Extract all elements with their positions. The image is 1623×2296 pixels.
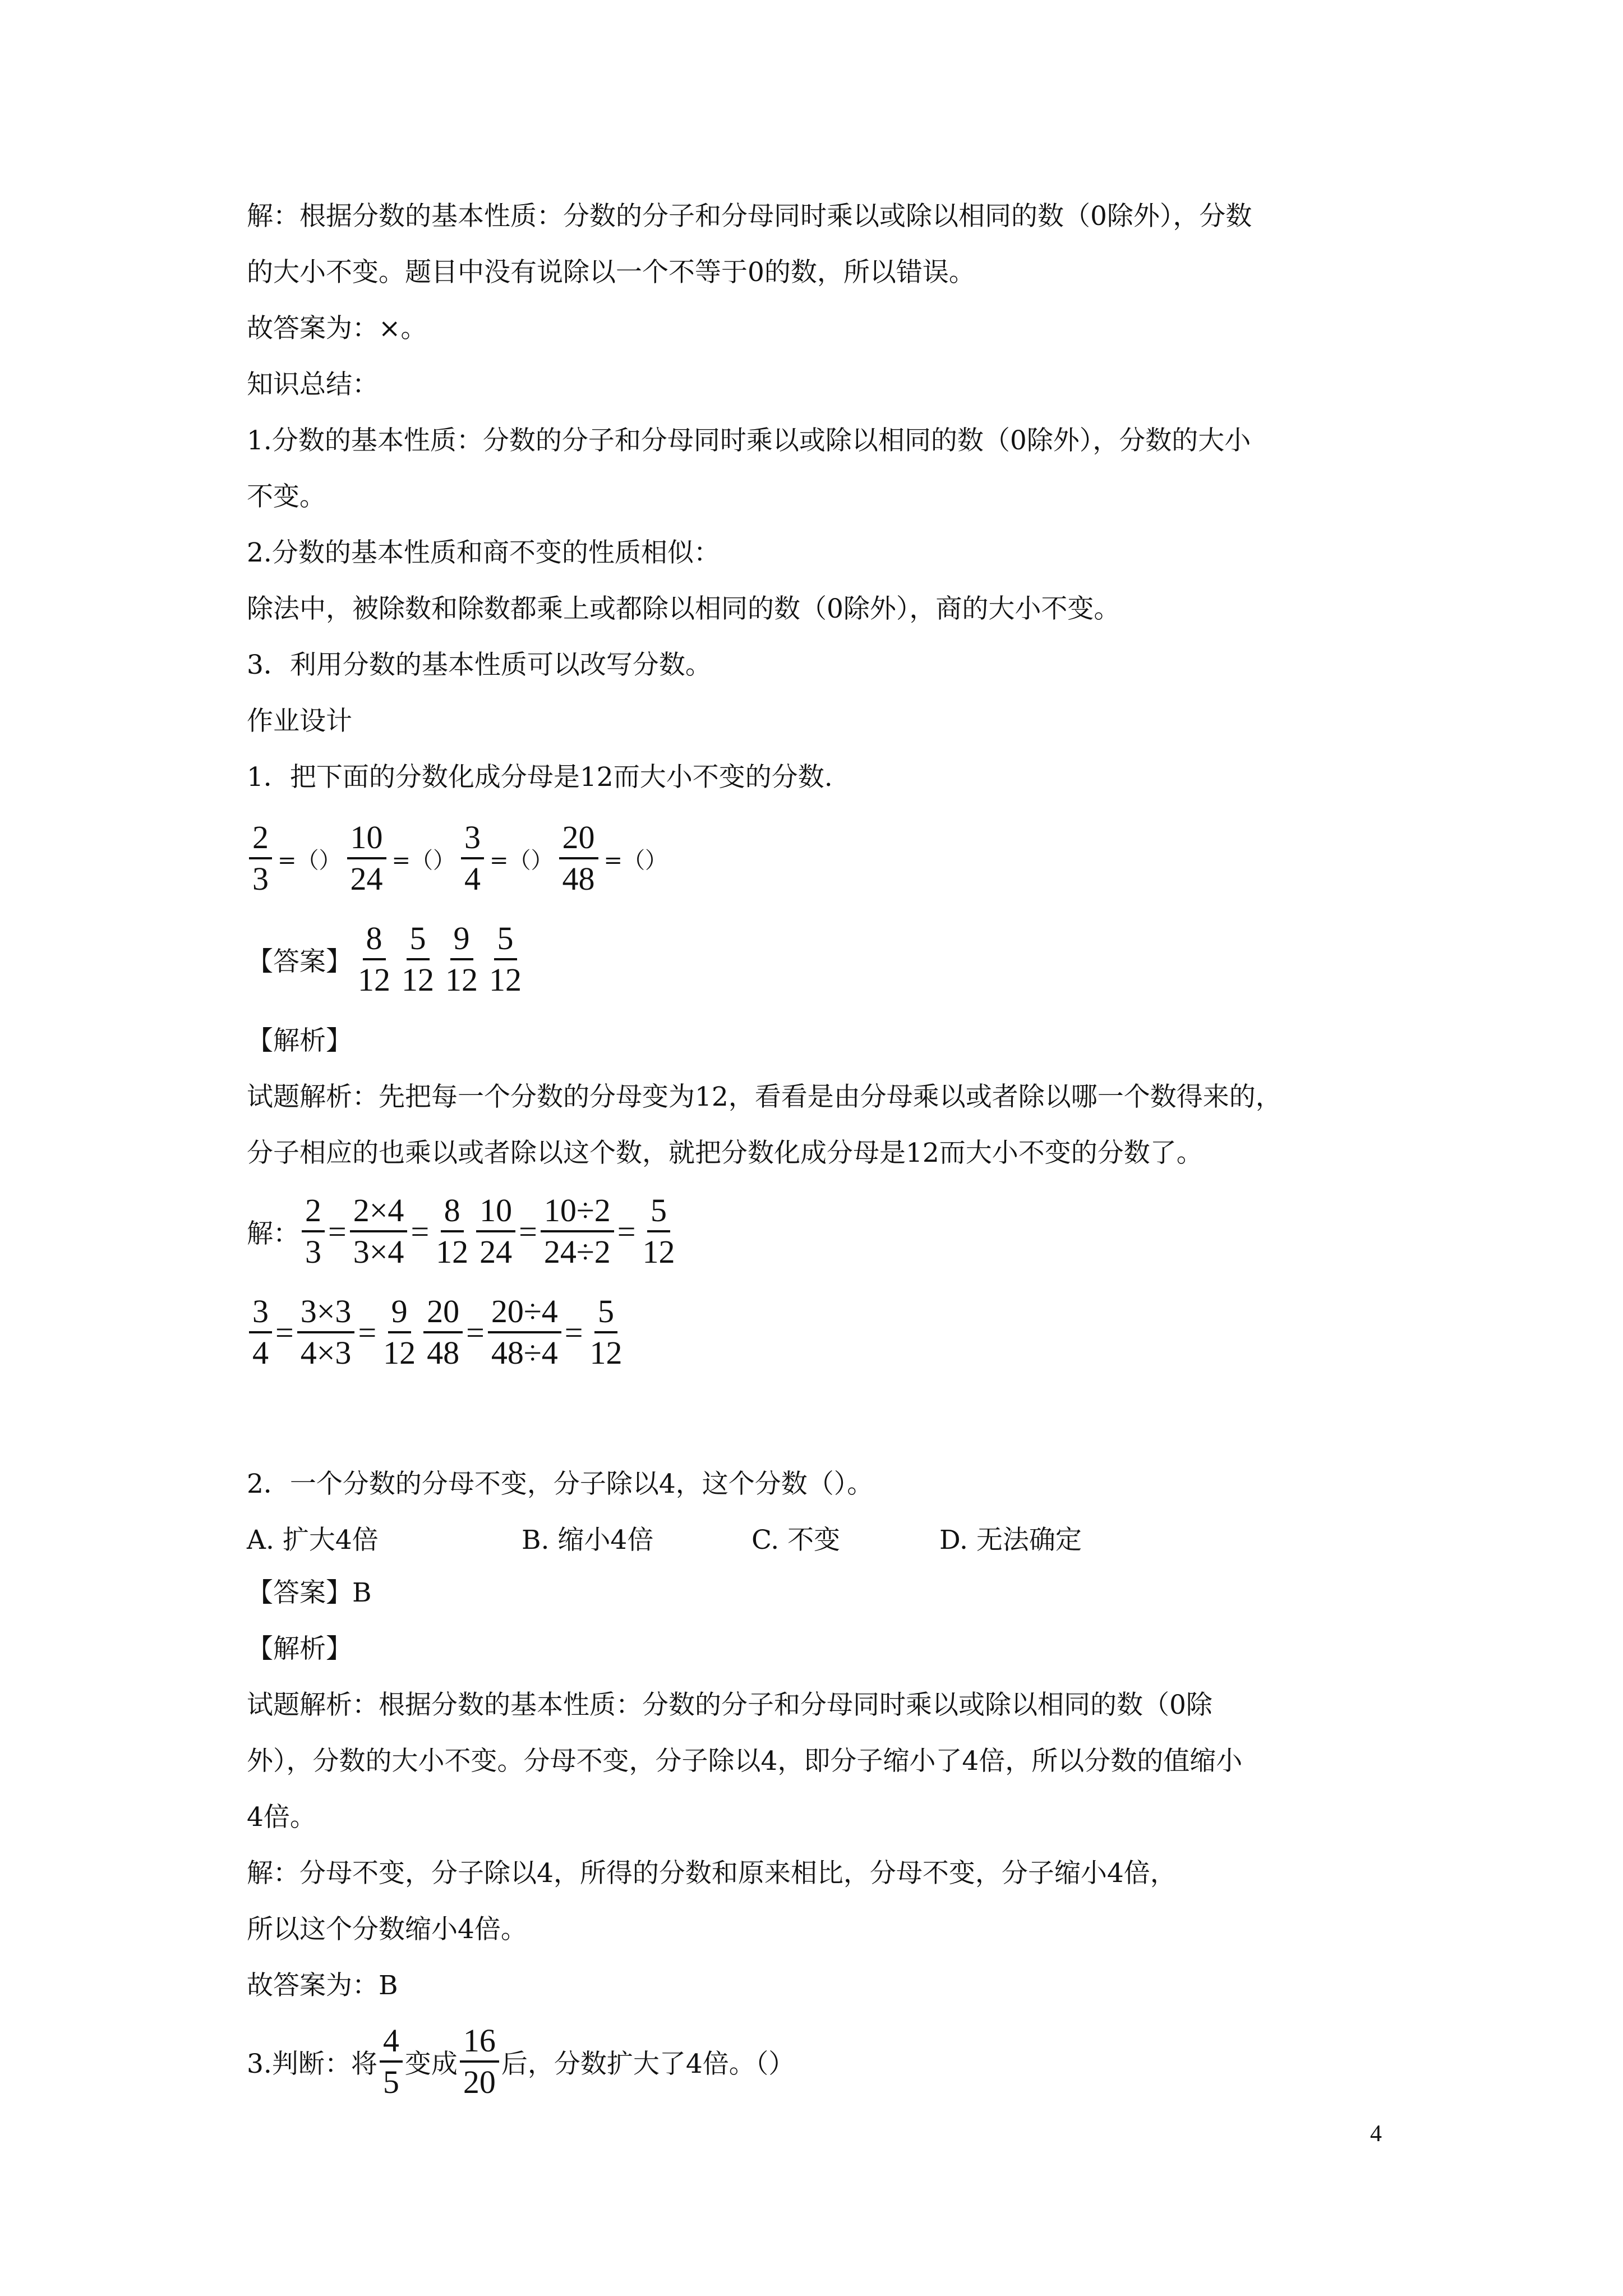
fraction: $\frac{5}{12}$ [402,920,434,998]
fraction: $\frac{3\times 3}{4\times 3}$ [297,1293,355,1372]
fraction: $\frac{5}{12}$ [489,920,522,998]
blank: =（） [278,847,342,873]
fraction: $\frac{3}{4}$ [461,819,484,898]
text-line: 4倍。 [247,1802,316,1833]
text-line: 故答案为：×。 [247,313,427,344]
question-3-suffix: 后，分数扩大了4倍。（） [501,2048,795,2079]
answer-line: 【答案】B [247,1577,372,1608]
fraction: $\frac{8}{12}$ [436,1192,469,1270]
fraction: $\frac{16}{20}$ [460,2022,499,2101]
equals-sign: = [617,1213,636,1250]
question-3-middle: 变成 [404,2048,458,2079]
question-2-text: 2．一个分数的分母不变，分子除以4，这个分数（）。 [247,1469,874,1499]
text-line: 分子相应的也乘以或者除以这个数，就把分数化成分母是12而大小不变的分数了。 [247,1138,1203,1168]
text-line: 2.分数的基本性质和商不变的性质相似： [247,537,720,568]
text-line: 解：分母不变，分子除以4，所得的分数和原来相比，分母不变，分子缩小4倍， [247,1858,1177,1889]
fraction: $\frac{4}{5}$ [380,2022,403,2101]
fraction: $\frac{5}{12}$ [589,1293,623,1371]
option-c: C. 不变 [751,1525,841,1556]
option-d: D. 无法确定 [939,1525,1082,1556]
text-line: 试题解析：先把每一个分数的分母变为12，看看是由分母乘以或者除以哪一个数得来的， [247,1082,1282,1112]
answer-label: 【答案】 [247,946,352,977]
fraction: $\frac{10\div 2}{24\div 2}$ [541,1192,614,1271]
text-line: 外），分数的大小不变。分母不变，分子除以4，即分子缩小了4倍，所以分数的值缩小 [247,1746,1243,1777]
fraction: $\frac{2\times 4}{3\times 4}$ [350,1192,408,1271]
fraction: $\frac{5}{12}$ [642,1192,675,1270]
fraction: $\frac{20}{48}$ [423,1293,463,1372]
fraction: $\frac{2}{3}$ [249,819,272,898]
equals-sign: = [275,1314,294,1351]
equals-sign: = [466,1314,485,1351]
question-1-fractions [247,816,671,900]
text-line: 除法中，被除数和除数都乘上或都除以相同的数（0除外），商的大小不变。 [247,593,1121,624]
text-line: 的大小不变。题目中没有说除以一个不等于0的数，所以错误。 [247,257,975,288]
analysis-label: 【解析】 [247,1634,352,1664]
fraction: $\frac{9}{12}$ [383,1293,416,1371]
question-3 [247,2019,795,2104]
text-line: 试题解析：根据分数的基本性质：分数的分子和分母同时乘以或除以相同的数（0除 [247,1690,1212,1720]
equals-sign: = [358,1314,377,1351]
section-heading: 作业设计 [247,706,352,737]
text-line: 不变。 [247,481,326,512]
question-3-prefix: 3.判断：将 [247,2048,377,2079]
question-1-text: 1．把下面的分数化成分母是12而大小不变的分数. [247,762,833,793]
question-1-answer [247,917,527,1001]
fraction: $\frac{10}{24}$ [476,1192,515,1271]
option-b: B. 缩小4倍 [522,1525,654,1556]
blank: =（） [391,847,456,873]
text-line: 故答案为：B [247,1970,398,2001]
page-number: 4 [1370,2121,1382,2147]
text-line: 知识总结： [247,369,379,400]
solution-line-2 [247,1290,628,1374]
text-line: 解：根据分数的基本性质：分数的分子和分母同时乘以或除以相同的数（0除外），分数 [247,201,1252,232]
solution-label: 解： [247,1218,299,1249]
text-line: 1.分数的基本性质：分数的分子和分母同时乘以或除以相同的数（0除外），分数的大小 [247,425,1251,456]
fraction: $\frac{2}{3}$ [302,1192,325,1271]
equals-sign: = [519,1213,537,1250]
fraction: $\frac{8}{12}$ [358,920,390,998]
text-line: 3．利用分数的基本性质可以改写分数。 [247,650,712,680]
blank: =（） [603,847,668,873]
fraction: $\frac{10}{24}$ [347,819,386,898]
option-a: A. 扩大4倍 [247,1525,379,1556]
fraction: $\frac{20}{48}$ [559,819,598,898]
equals-sign: = [564,1314,583,1351]
blank: =（） [490,847,554,873]
equals-sign: = [328,1213,347,1250]
fraction: $\frac{9}{12}$ [445,920,478,998]
fraction: $\frac{3}{4}$ [249,1293,272,1372]
fraction: $\frac{20\div 4}{48\div 4}$ [488,1293,561,1372]
analysis-label: 【解析】 [247,1025,352,1056]
solution-line-1 [247,1189,680,1273]
equals-sign: = [411,1213,430,1250]
text-line: 所以这个分数缩小4倍。 [247,1914,527,1945]
